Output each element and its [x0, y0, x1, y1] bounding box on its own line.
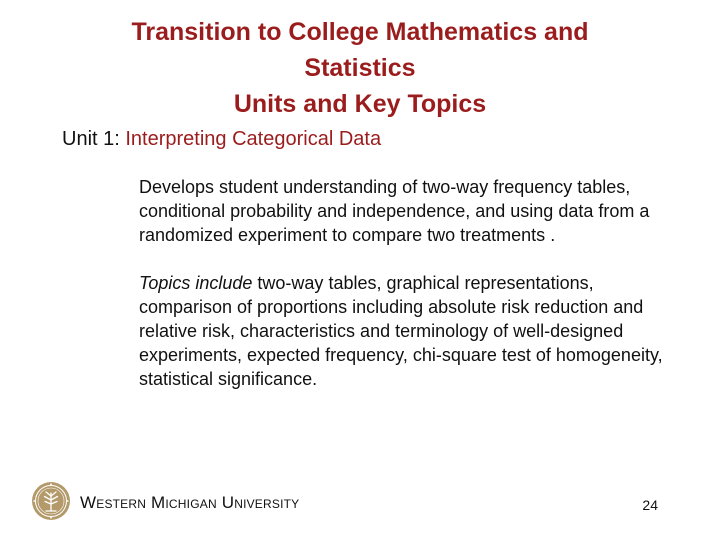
- slide-title: [60, 14, 660, 122]
- topics-paragraph: [139, 271, 664, 391]
- title-line-1: Transition to College Mathematics and: [131, 18, 589, 46]
- unit-description: [139, 175, 664, 391]
- description-paragraph: Develops student understanding of two-way frequency tables, conditional probability and independence, and using data from a randomized experiment to compare two treatments .: [139, 177, 650, 245]
- wmu-seal-icon: [31, 481, 71, 521]
- unit-name: Interpreting Categorical Data: [125, 128, 382, 150]
- university-name: Western Michigan University: [80, 493, 300, 512]
- topics-prefix: Topics include: [139, 273, 253, 293]
- topics-text: two-way tables, graphical representations, comparison of proportions including absolute risk reduction and relative risk, characteristics and terminology of well-designed experiments, expected frequency, chi-square test of homogeneity, statistical significance.: [139, 273, 663, 389]
- page-number: 24: [642, 497, 658, 513]
- title-line-2: Statistics: [304, 54, 416, 82]
- unit-label: Unit 1:: [62, 128, 120, 150]
- title-line-3: Units and Key Topics: [233, 90, 487, 118]
- unit-heading: [62, 126, 381, 152]
